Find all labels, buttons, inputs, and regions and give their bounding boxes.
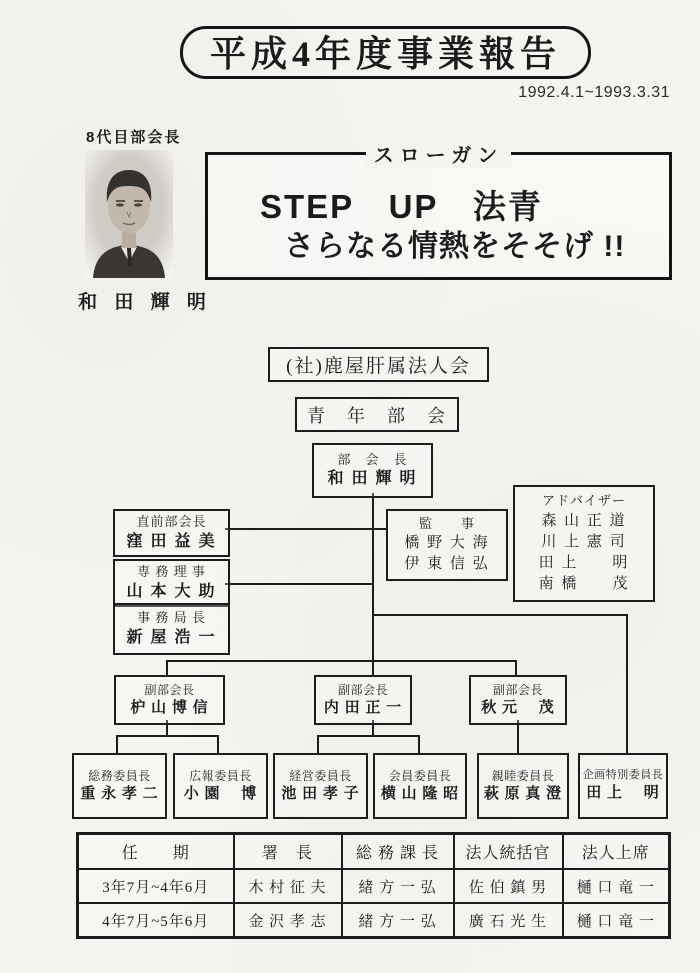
committee-chair-box — [578, 753, 668, 819]
committee-chair-box — [72, 753, 167, 819]
connector-line — [317, 735, 420, 737]
committee-chair-name: 池 田 孝 子 — [281, 785, 360, 802]
youth-division-box: 青 年 部 会 — [295, 397, 459, 432]
committee-chair-name: 小 園 博 — [183, 785, 258, 802]
committee-title: 経営委員長 — [289, 768, 352, 783]
secretary-general-name: 新 屋 浩 一 — [126, 628, 217, 646]
committee-title: 会員委員長 — [388, 768, 452, 783]
chairman-box — [312, 443, 433, 498]
table-header-corporate-senior: 法人上席 — [563, 834, 670, 870]
committee-chair-box — [173, 753, 268, 819]
slogan-right-rule — [523, 152, 581, 155]
table-row — [78, 869, 670, 903]
slogan-label-row — [208, 139, 669, 168]
connector-line — [217, 735, 219, 754]
committee-title: 企画特別委員長 — [582, 769, 664, 782]
past-chairman-name: 窪 田 益 美 — [126, 532, 217, 550]
slogan-box — [205, 145, 672, 280]
table-header-general-affairs: 総 務 課 長 — [342, 834, 454, 870]
table-cell: 佐 伯 鎮 男 — [454, 869, 563, 903]
secretary-general-box — [113, 603, 230, 655]
committee-chair-name: 萩 原 真 澄 — [483, 785, 563, 802]
vice-chairman-title: 副部会長 — [492, 682, 543, 697]
vice-chairman-title: 副部会長 — [144, 682, 195, 697]
connector-line — [517, 720, 519, 754]
advisers-box — [513, 485, 655, 602]
connector-line — [225, 583, 374, 585]
connector-line — [166, 660, 517, 662]
portrait-photo-image — [85, 150, 173, 278]
adviser-name: 南 橋 茂 — [538, 575, 630, 592]
adviser-name: 森 山 正 道 — [541, 512, 627, 529]
vice-chairman-name: 内 田 正 一 — [323, 699, 403, 716]
executive-director-box — [113, 559, 230, 607]
connector-line — [116, 735, 219, 737]
table-header-term: 任 期 — [78, 834, 234, 870]
table-header-chief: 署 長 — [234, 834, 342, 870]
connector-line — [418, 735, 420, 754]
page-title: 平成4年度事業報告 — [209, 34, 561, 74]
slogan-line1: STEP UP 法青 — [260, 188, 543, 225]
officers-table — [76, 832, 671, 939]
table-cell: 樋 口 竜 一 — [563, 869, 670, 903]
table-cell: 樋 口 竜 一 — [563, 903, 670, 938]
slogan-line2: さらなる情熱をそそげ !! — [284, 230, 626, 263]
connector-line — [515, 660, 517, 676]
past-chairman-box — [113, 509, 230, 557]
slogan-left-rule — [296, 152, 354, 155]
vice-chairman-box — [314, 675, 412, 725]
secretary-general-title: 事 務 局 長 — [137, 610, 206, 626]
table-cell: 木 村 征 夫 — [234, 869, 342, 903]
executive-director-title: 専 務 理 事 — [137, 564, 206, 580]
advisers-title: アドバイザー — [542, 493, 626, 509]
committee-chair-box — [373, 753, 467, 819]
committee-title: 総務委員長 — [88, 768, 151, 783]
president-name: 和 田 輝 明 — [78, 292, 212, 313]
past-chairman-title: 直前部会長 — [136, 514, 207, 530]
report-title-oval — [180, 26, 591, 79]
table-cell: 廣 石 光 生 — [454, 903, 563, 938]
vice-chairman-name: 枦 山 博 信 — [130, 699, 209, 716]
table-cell: 4年7月~5年6月 — [78, 903, 234, 938]
table-cell: 緒 方 一 弘 — [342, 869, 454, 903]
chairman-name: 和 田 輝 明 — [327, 470, 418, 488]
vice-chairman-title: 副部会長 — [337, 682, 388, 697]
table-cell: 3年7月~4年6月 — [78, 869, 234, 903]
connector-line — [626, 614, 628, 754]
adviser-name: 田 上 明 — [538, 554, 630, 571]
table-cell: 緒 方 一 弘 — [342, 903, 454, 938]
executive-director-name: 山 本 大 助 — [126, 582, 217, 600]
committee-chair-name: 田 上 明 — [586, 785, 660, 802]
connector-line — [317, 735, 319, 754]
vice-chairman-name: 秋 元 茂 — [481, 699, 555, 716]
connector-line — [372, 614, 628, 616]
slogan-label: スローガン — [366, 139, 512, 168]
auditors-box — [386, 509, 508, 581]
vice-chairman-box — [114, 675, 225, 725]
committee-chair-name: 横 山 隆 昭 — [380, 785, 460, 802]
committee-title: 広報委員長 — [189, 768, 252, 783]
committee-title: 親睦委員長 — [491, 768, 555, 783]
committee-chair-box — [477, 753, 569, 819]
committee-chair-box — [273, 753, 368, 819]
table-header-row — [78, 834, 670, 870]
auditor-name: 伊 東 信 弘 — [404, 555, 490, 572]
connector-line — [116, 735, 118, 754]
president-photo — [85, 150, 173, 278]
parent-association-box: (社)鹿屋肝属法人会 — [268, 347, 489, 382]
table-row — [78, 903, 670, 938]
auditors-title: 監 事 — [418, 516, 475, 532]
committee-chair-name: 重 永 孝 二 — [80, 785, 159, 802]
vice-chairman-box — [469, 675, 567, 725]
report-period: 1992.4.1~1993.3.31 — [518, 84, 670, 101]
president-caption: 8代目部会長 — [86, 129, 182, 146]
adviser-name: 川 上 憲 司 — [541, 533, 627, 550]
table-cell: 金 沢 孝 志 — [234, 903, 342, 938]
connector-line — [166, 660, 168, 676]
chairman-title: 部 会 長 — [337, 451, 408, 467]
connector-line — [225, 528, 387, 530]
table-header-corporate-supervisor: 法人統括官 — [454, 834, 563, 870]
auditor-name: 橋 野 大 海 — [404, 534, 490, 551]
